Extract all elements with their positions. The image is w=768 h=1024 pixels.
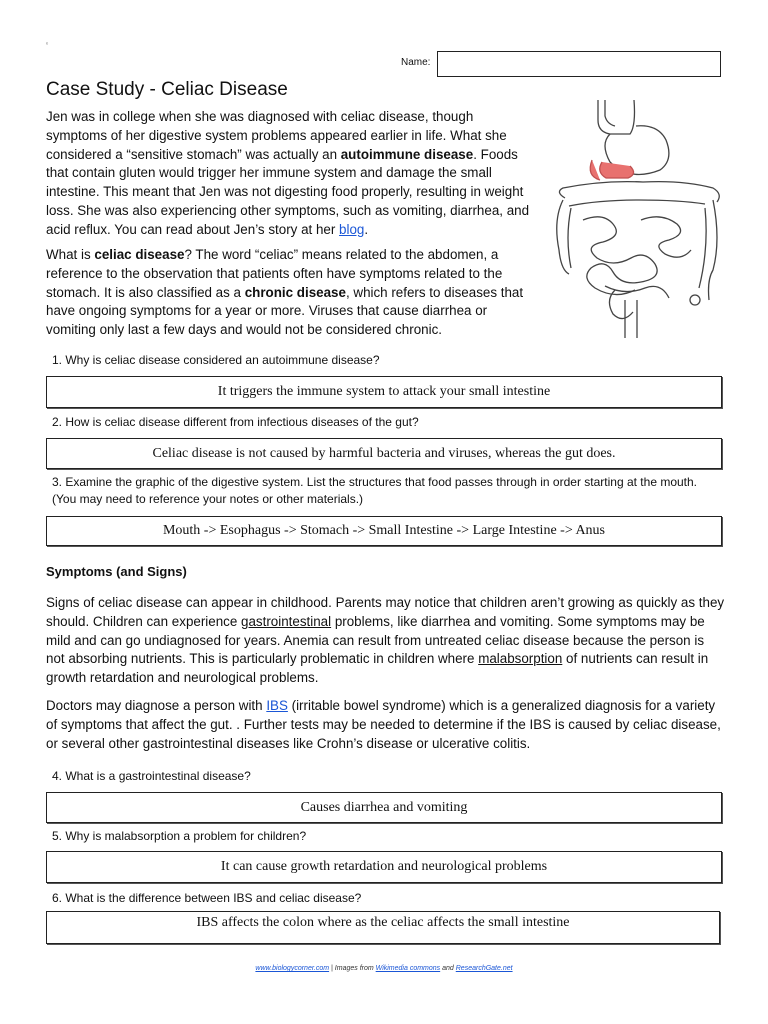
footer-text: and — [440, 965, 456, 972]
text: of nutrients can result in growth retardation and neurological problems. — [46, 651, 709, 686]
definition-paragraph — [46, 246, 531, 340]
bold-term: celiac disease — [94, 247, 185, 262]
biologycorner-link[interactable]: www.biologycorner.com — [255, 965, 330, 972]
question-2: 2. How is celiac disease different from infectious diseases of the gut? — [52, 415, 419, 429]
digestive-system-illustration — [545, 100, 725, 340]
text: Jen was in college when she was diagnosed with celiac disease, though symptoms of her digestive system problems appeared earlier in life. What she considered a “sensitive stomach” was actually an — [46, 109, 507, 162]
answer-4-field[interactable]: Causes diarrhea and vomiting — [46, 792, 722, 823]
symptoms-paragraph — [46, 594, 726, 688]
underlined-term: gastrointestinal — [241, 613, 332, 629]
text: . Foods that contain gluten would trigger her immune system and damage the small intestine. This meant that Jen was not digesting food properly, resulting in weight loss. She was also experiencing other symptoms, such as vomiting, diarrhea, and acid reflux. You can read about Jen’s story at her — [46, 146, 530, 237]
page-mark: ᵉ — [46, 42, 49, 48]
ibs-paragraph — [46, 697, 726, 753]
question-5: 5. Why is malabsorption a problem for children? — [52, 829, 307, 843]
underlined-term: malabsorption — [478, 651, 563, 667]
text: problems, like diarrhea and vomiting. Some symptoms may be mild and can go undiagnosed for years. Anemia can result from untreated celiac disease because the person is not absorbing nutrients. This is particularly problematic in children where — [46, 613, 705, 667]
answer-6-field[interactable]: IBS affects the colon where as the celiac affects the small intestine — [46, 911, 720, 944]
name-field[interactable] — [437, 51, 721, 77]
blog-link[interactable]: blog — [339, 221, 365, 237]
text: Doctors may diagnose a person with — [46, 698, 267, 713]
question-6: 6. What is the difference between IBS and celiac disease? — [52, 891, 362, 905]
answer-2-field[interactable]: Celiac disease is not caused by harmful bacteria and viruses, whereas the gut does. — [46, 438, 722, 469]
footer — [0, 965, 768, 972]
intro-paragraph — [46, 108, 531, 240]
question-3: 3. Examine the graphic of the digestive system. List the structures that food passes through in order starting at the mouth. (You may need to reference your notes or other materials.) — [52, 475, 698, 506]
researchgate-link[interactable]: ResearchGate.net — [455, 965, 513, 972]
answer-5-field[interactable]: It can cause growth retardation and neurological problems — [46, 851, 722, 883]
text: . — [364, 221, 369, 237]
question-1: 1. Why is celiac disease considered an autoimmune disease? — [52, 353, 380, 367]
page-title: Case Study - Celiac Disease — [46, 79, 288, 100]
bold-term: chronic disease — [244, 284, 346, 300]
footer-text: | Images from — [329, 965, 376, 972]
wikimedia-link[interactable]: Wikimedia commons — [375, 965, 441, 972]
ibs-link[interactable]: IBS — [266, 698, 288, 713]
text: ? The word “celiac” means related to the abdomen, a reference to the observation that patients often have symptoms related to the stomach. It is also classified as a — [46, 247, 503, 300]
answer-1-field[interactable]: It triggers the immune system to attack your small intestine — [46, 376, 722, 408]
text: , which refers to diseases that have ongoing symptoms for a year or more. Viruses that cause diarrhea or vomiting only last a few days and would not be considered chronic. — [46, 284, 524, 338]
answer-3-field[interactable]: Mouth -> Esophagus -> Stomach -> Small Intestine -> Large Intestine -> Anus — [46, 516, 722, 546]
text: What is — [46, 247, 95, 262]
name-label: Name: — [401, 57, 431, 68]
bold-term: autoimmune disease — [340, 146, 474, 162]
question-4: 4. What is a gastrointestinal disease? — [52, 769, 251, 783]
text: Signs of celiac disease can appear in childhood. Parents may notice that children aren’t growing as quickly as they should. Children can experience — [46, 595, 725, 629]
section-heading: Symptoms (and Signs) — [46, 564, 187, 579]
text: (irritable bowel syndrome) which is a generalized diagnosis for a variety of symptoms that affect the gut. . Further tests may be needed to determine if the IBS is caused by celiac disease, or several other gastrointestinal diseases like Crohn’s disease or ulcerative colitis. — [46, 698, 721, 751]
